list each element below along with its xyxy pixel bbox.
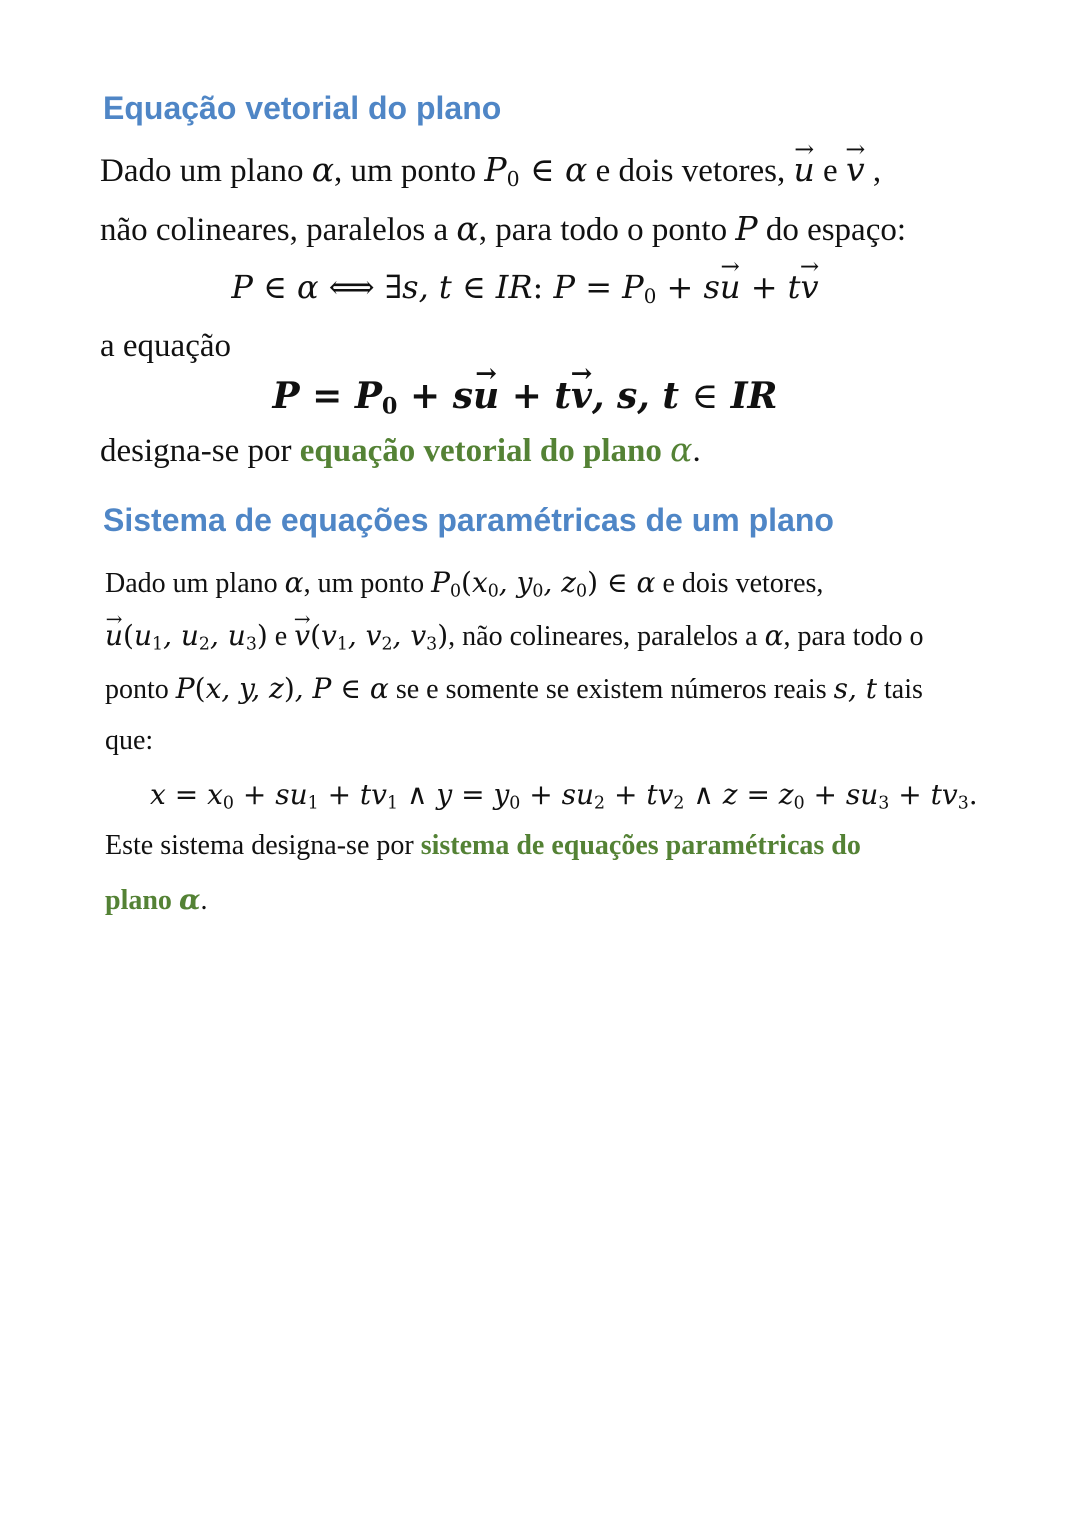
section-title-vector-equation: Equação vetorial do plano: [103, 90, 502, 126]
text: tais: [877, 674, 923, 705]
formula-vector-equation: $P = P_0 + s\to u + t\to v$, s, t ∈ IR: [0, 375, 1065, 417]
text: do espaço:: [757, 212, 907, 248]
paragraph-line: [100, 430, 701, 470]
text: Dado um plano: [100, 153, 312, 189]
math-point: $P_0(x_0$, $y_0$, $z_0$) ∈ α: [431, 566, 656, 602]
text: e: [814, 153, 846, 189]
paragraph-line: [105, 619, 923, 653]
math-alpha: α: [456, 209, 479, 248]
paragraph-line: [100, 150, 881, 190]
formula-equivalence: P ∈ α ⟺ ∃s, t ∈ IR: $P = P_0 + s\to u + t\to v$: [0, 268, 1065, 306]
text: .: [692, 433, 701, 469]
paragraph-line: [105, 566, 823, 600]
text: e: [267, 621, 295, 652]
math-vector-v: → v: [846, 150, 865, 189]
math-vector-u: → u: [794, 150, 815, 189]
text: , um ponto: [334, 153, 485, 189]
paragraph-line: [105, 883, 207, 917]
paragraph-line: [105, 672, 923, 706]
highlight-term: equação vetorial do plano: [299, 433, 662, 469]
text: e dois vetores,: [587, 153, 794, 189]
math-alpha: α: [178, 883, 201, 916]
paragraph-line: que:: [105, 725, 154, 756]
highlight-term: sistema de equações paramétricas do: [420, 830, 861, 861]
text: designa-se por: [100, 433, 300, 469]
text: , para todo o: [783, 621, 924, 652]
math-point: $P_0$ ∈ α: [484, 150, 588, 192]
paragraph-line: [105, 830, 861, 862]
text: , não colineares, paralelos a: [448, 621, 765, 652]
text: .: [200, 885, 208, 916]
math-alpha: α: [311, 150, 335, 189]
text: Este sistema designa-se por: [105, 830, 421, 861]
text: ponto: [105, 674, 176, 705]
highlight-term: plano: [105, 885, 172, 916]
paragraph-line: [100, 209, 906, 249]
math-alpha: α: [764, 619, 784, 652]
text: , um ponto: [303, 568, 432, 599]
formula-parametric-system: $x = x_0 + su_1 + tv_1$ ∧ $y = y_0 + su_2 + tv_2$ ∧ $z = z_0 + su_3 + tv_3$.: [150, 778, 978, 814]
math-alpha: α: [284, 566, 304, 599]
math-alpha: α: [670, 430, 693, 469]
math-vector-v-coords: → $v(v_1$, $v_2$, $v_3$): [294, 619, 448, 652]
math-vector-u-coords: → $u(u_1$, $u_2$, $u_3$): [105, 619, 268, 652]
text: se e somente se existem números reais: [388, 674, 834, 705]
text: Dado um plano: [105, 568, 285, 599]
text: , para todo o ponto: [478, 212, 736, 248]
section-title-parametric-equations: Sistema de equações paramétricas de um plano: [103, 502, 834, 538]
text: e dois vetores,: [655, 568, 824, 599]
math-s-t: s, t: [833, 672, 878, 705]
paragraph-line: a equação: [100, 328, 231, 364]
math-p: P: [735, 209, 758, 248]
text: ,: [864, 153, 882, 189]
text: não colineares, paralelos a: [100, 212, 457, 248]
math-point-p: P(x, y, z), P ∈ α: [175, 672, 389, 705]
